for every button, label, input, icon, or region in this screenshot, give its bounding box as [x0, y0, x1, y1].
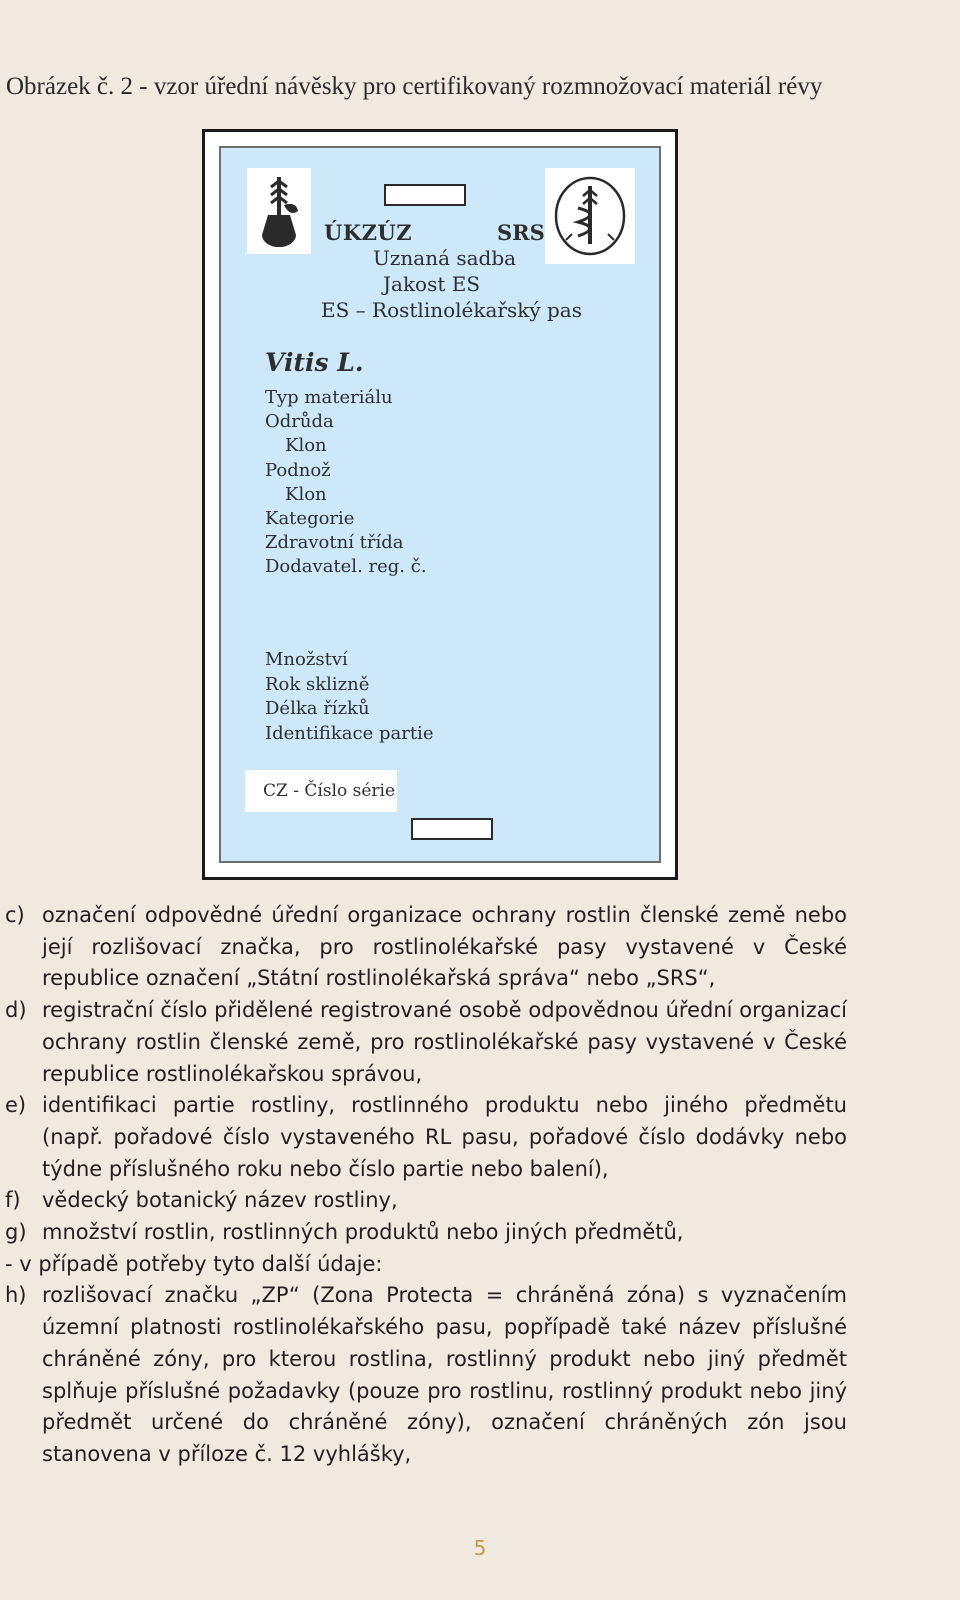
species-name: Vitis L. — [265, 348, 364, 377]
list-item-text: vědecký botanický název rostliny, — [42, 1188, 398, 1213]
header-line: Jakost ES — [383, 272, 481, 296]
list-item-text: identifikaci partie rostliny, rostlinného produktu nebo jiného předmětu (např. pořadové číslo vystaveného RL pasu, pořadové číslo dodávky nebo týdne příslušného roku nebo číslo partie nebo balení), — [42, 1093, 847, 1181]
page-number: 5 — [473, 1536, 487, 1560]
body-text — [5, 900, 847, 1471]
label-field: Dodavatel. reg. č. — [265, 556, 427, 578]
label-field: Klon — [285, 483, 327, 505]
list-item — [5, 900, 847, 995]
label-field: Identifikace partie — [265, 722, 434, 744]
list-item — [5, 1280, 847, 1470]
figure-caption: Obrázek č. 2 - vzor úřední návěsky pro certifikovaný rozmnožovací materiál révy — [6, 73, 823, 100]
top-blank-box — [384, 184, 466, 206]
list-marker: c) — [5, 903, 25, 927]
list-marker: d) — [5, 998, 27, 1023]
label-sample-frame — [202, 129, 678, 880]
list-marker: h) — [5, 1283, 27, 1308]
list-item — [5, 1090, 847, 1185]
label-fields-secondary — [265, 648, 433, 746]
list-item — [5, 995, 847, 1090]
label-field: Délka řízků — [265, 698, 370, 719]
list-marker: g) — [5, 1220, 27, 1245]
list-item — [5, 1217, 847, 1249]
label-field: Odrůda — [265, 411, 334, 433]
list-marker: e) — [5, 1093, 27, 1118]
label-sample — [219, 146, 661, 863]
bottom-blank-box — [411, 818, 493, 840]
label-field: Klon — [285, 435, 327, 457]
list-item-text: registrační číslo přidělené registrované osobě odpovědnou úřední organizací ochrany rostlin členské země, pro rostlinolékařské pasy vystavené v České republice rostlinolékařskou správou, — [42, 998, 847, 1086]
label-field: Rok sklizně — [265, 673, 370, 695]
label-field: Podnož — [265, 459, 331, 481]
label-fields — [265, 386, 427, 580]
list-item-text: rozlišovací značku „ZP“ (Zona Protecta = chráněná zóna) s vyznačením územní platnosti rostlinolékařského pasu, popřípadě také název příslušné chráněné zóny, pro kterou rostlina, rostlinný produkt nebo jiný předmět splňuje příslušné požadavky (pouze pro rostlinu, rostlinný produkt nebo jiný předmět určené do chráněné zóny), označení chráněných zón jsou stanovena v příloze č. 12 vyhlášky, — [42, 1283, 847, 1466]
ukzuz-logo-icon — [247, 168, 311, 254]
list-item — [5, 1185, 847, 1217]
label-field: Množství — [265, 649, 348, 670]
org-srs: SRS — [497, 220, 545, 245]
series-number-box: CZ - Číslo série — [245, 770, 397, 812]
label-field: Zdravotní třída — [265, 532, 404, 554]
header-line: Uznaná sadba — [373, 246, 517, 270]
header-line: ES – Rostlinolékařský pas — [321, 298, 582, 322]
org-ukzuz: ÚKZÚZ — [324, 220, 413, 245]
label-field: Typ materiálu — [265, 387, 393, 408]
label-field: Kategorie — [265, 508, 355, 530]
list-item-text: označení odpovědné úřední organizace ochrany rostlin členské země nebo její rozlišovací značka, pro rostlinolékařské pasy vystavené v České republice označení „Státní rostlinolékařská správa“ nebo „SRS“, — [42, 903, 847, 991]
srs-logo-icon — [545, 168, 635, 264]
list-item-text: množství rostlin, rostlinných produktů nebo jiných předmětů, — [42, 1220, 684, 1245]
additional-data-note: - v případě potřeby tyto další údaje: — [5, 1251, 383, 1276]
list-marker: f) — [5, 1188, 21, 1213]
